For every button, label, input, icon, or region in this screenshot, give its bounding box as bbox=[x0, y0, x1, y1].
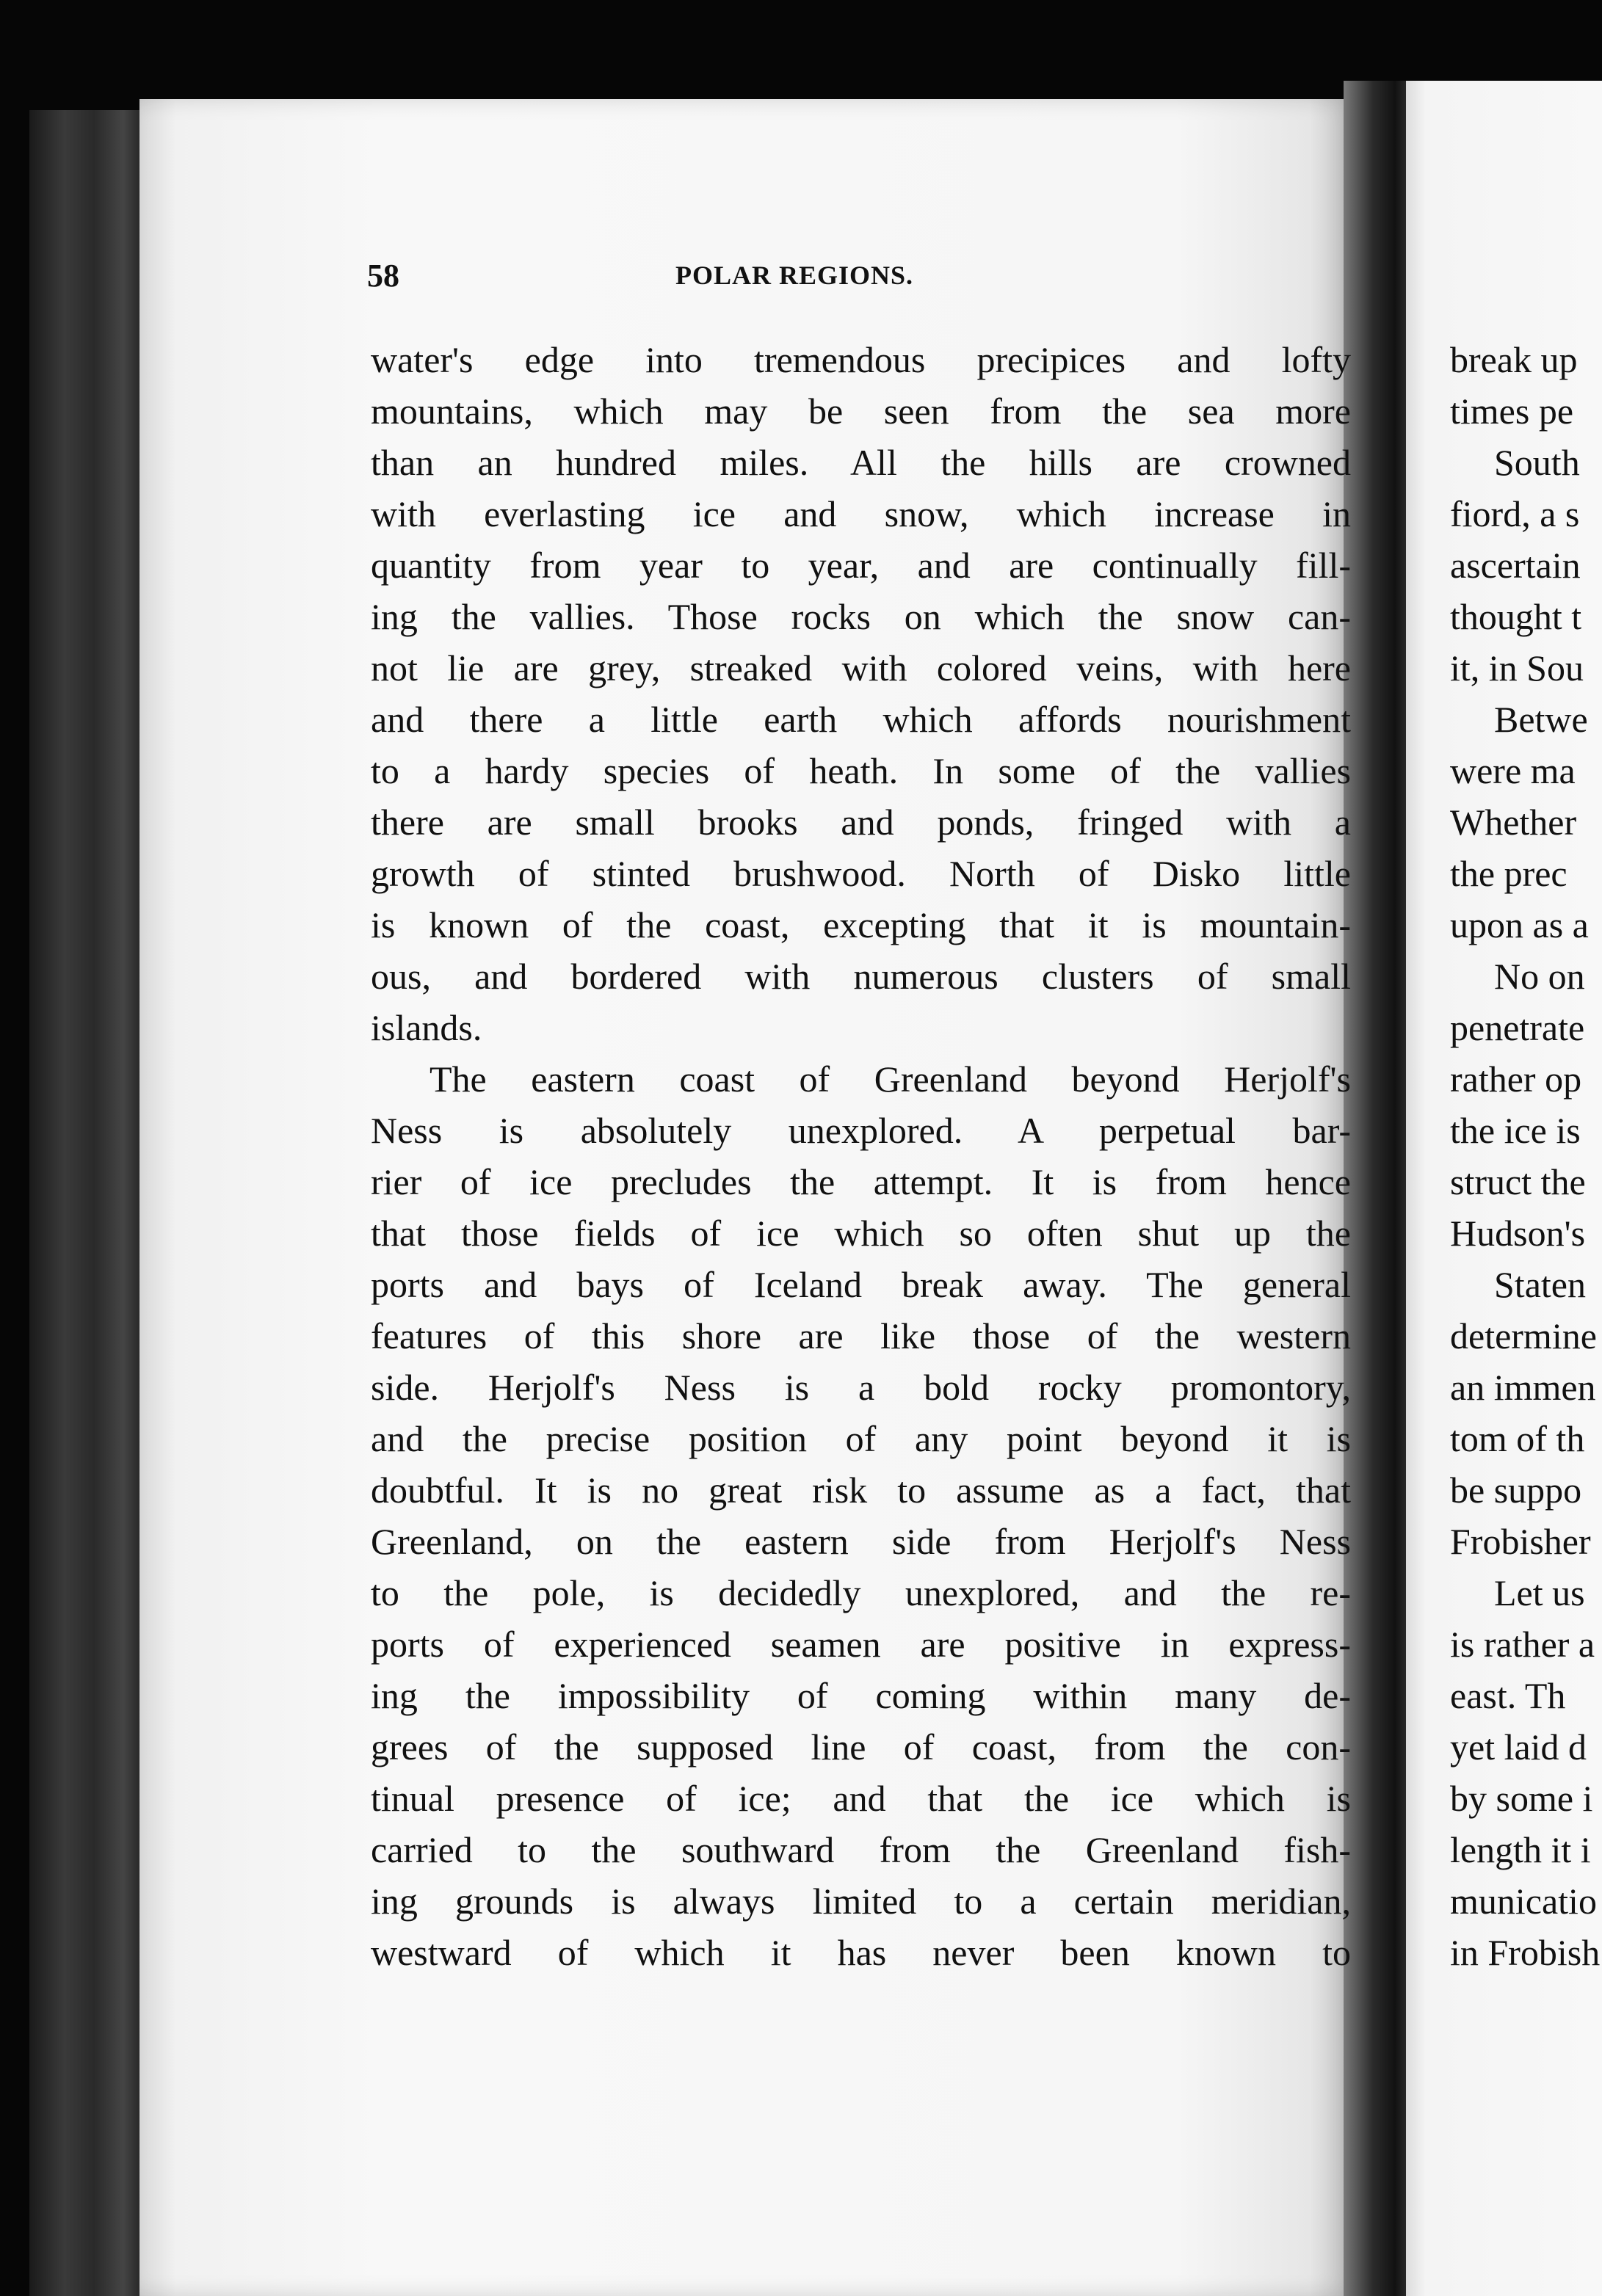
text-line: quantity from year to year, and are continually fill- bbox=[371, 545, 1351, 586]
text-line: upon as a bbox=[1450, 904, 1589, 945]
text-line: and the precise position of any point beyond it is bbox=[371, 1418, 1351, 1459]
text-line: tinual presence of ice; and that the ice which is bbox=[371, 1778, 1351, 1819]
text-line: fiord, a s bbox=[1450, 493, 1580, 534]
text-line: is rather a bbox=[1450, 1624, 1595, 1665]
text-line: yet laid d bbox=[1450, 1726, 1587, 1768]
text-line: than an hundred miles. All the hills are crowned bbox=[371, 442, 1351, 483]
text-line: ing grounds is always limited to a certain meridian, bbox=[371, 1881, 1351, 1922]
text-line: with everlasting ice and snow, which increase in bbox=[371, 493, 1351, 534]
text-line: struct the bbox=[1450, 1161, 1586, 1202]
text-line: east. Th bbox=[1450, 1675, 1566, 1716]
text-line: penetrate bbox=[1450, 1007, 1585, 1048]
text-line: Hudson's bbox=[1450, 1213, 1586, 1254]
text-line: mountains, which may be seen from the sea more bbox=[371, 390, 1351, 432]
text-line: times pe bbox=[1450, 390, 1574, 432]
text-line: not lie are grey, streaked with colored veins, with here bbox=[371, 647, 1351, 689]
running-head: POLAR REGIONS. bbox=[675, 261, 914, 290]
text-line: determine bbox=[1450, 1315, 1597, 1356]
text-line: growth of stinted brushwood. North of Disko little bbox=[371, 853, 1351, 894]
text-line: Greenland, on the eastern side from Herjolf's Ness bbox=[371, 1521, 1351, 1562]
text-line: that those fields of ice which so often shut up the bbox=[371, 1213, 1351, 1254]
left-page-body bbox=[371, 334, 1351, 1978]
text-line: ous, and bordered with numerous clusters of small bbox=[371, 956, 1351, 997]
right-page-body-fragment bbox=[1450, 334, 1602, 1978]
text-line: be suppo bbox=[1450, 1469, 1582, 1511]
text-line: tom of th bbox=[1450, 1418, 1585, 1459]
text-line: ing the impossibility of coming within many de- bbox=[371, 1675, 1351, 1716]
text-line: Whether bbox=[1450, 802, 1577, 843]
text-line: it, in Sou bbox=[1450, 647, 1584, 689]
text-line: were ma bbox=[1450, 750, 1576, 791]
text-line: side. Herjolf's Ness is a bold rocky promontory, bbox=[371, 1367, 1351, 1408]
text-line: there are small brooks and ponds, fringed with a bbox=[371, 802, 1351, 843]
text-line: ports and bays of Iceland break away. The general bbox=[371, 1264, 1351, 1305]
text-line: rier of ice precludes the attempt. It is from hence bbox=[371, 1161, 1351, 1202]
paragraph bbox=[371, 1053, 1351, 1978]
text-line: westward of which it has never been known to bbox=[371, 1932, 1351, 1973]
text-line: rather op bbox=[1450, 1058, 1582, 1100]
text-line: ascertain bbox=[1450, 545, 1581, 586]
text-line: ports of experienced seamen are positive in express- bbox=[371, 1624, 1351, 1665]
text-line: South bbox=[1494, 442, 1580, 483]
book-binding-edge bbox=[29, 110, 147, 2296]
text-line: The eastern coast of Greenland beyond Herjolf's bbox=[430, 1058, 1351, 1100]
text-line: length it i bbox=[1450, 1829, 1591, 1870]
text-line: the prec bbox=[1450, 853, 1567, 894]
text-line: and there a little earth which affords nourishment bbox=[371, 699, 1351, 740]
text-line: by some i bbox=[1450, 1778, 1593, 1819]
text-line: grees of the supposed line of coast, from the con- bbox=[371, 1726, 1351, 1768]
text-line: Staten bbox=[1494, 1264, 1586, 1305]
text-line: in Frobish bbox=[1450, 1932, 1601, 1973]
text-line: islands. bbox=[371, 1007, 482, 1048]
page-header bbox=[367, 257, 1351, 301]
text-line: water's edge into tremendous precipices and lofty bbox=[371, 339, 1351, 380]
text-line: Frobisher bbox=[1450, 1521, 1591, 1562]
text-line: break up bbox=[1450, 339, 1578, 380]
text-line: to the pole, is decidedly unexplored, and the re- bbox=[371, 1572, 1351, 1613]
text-line: Ness is absolutely unexplored. A perpetual bar- bbox=[371, 1110, 1351, 1151]
text-line: an immen bbox=[1450, 1367, 1596, 1408]
paragraph bbox=[371, 334, 1351, 1053]
text-line: features of this shore are like those of the western bbox=[371, 1315, 1351, 1356]
text-line: ing the vallies. Those rocks on which the snow can- bbox=[371, 596, 1351, 637]
text-line: municatio bbox=[1450, 1881, 1597, 1922]
text-line: Let us bbox=[1494, 1572, 1585, 1613]
text-line: No on bbox=[1494, 956, 1585, 997]
text-line: thought t bbox=[1450, 596, 1582, 637]
text-line: is known of the coast, excepting that it is mountain- bbox=[371, 904, 1351, 945]
text-line: doubtful. It is no great risk to assume as a fact, that bbox=[371, 1469, 1351, 1511]
text-line: carried to the southward from the Greenland fish- bbox=[371, 1829, 1351, 1870]
text-line: Betwe bbox=[1494, 699, 1588, 740]
page-number: 58 bbox=[367, 258, 399, 294]
text-line: to a hardy species of heath. In some of the vallies bbox=[371, 750, 1351, 791]
text-line: the ice is bbox=[1450, 1110, 1581, 1151]
